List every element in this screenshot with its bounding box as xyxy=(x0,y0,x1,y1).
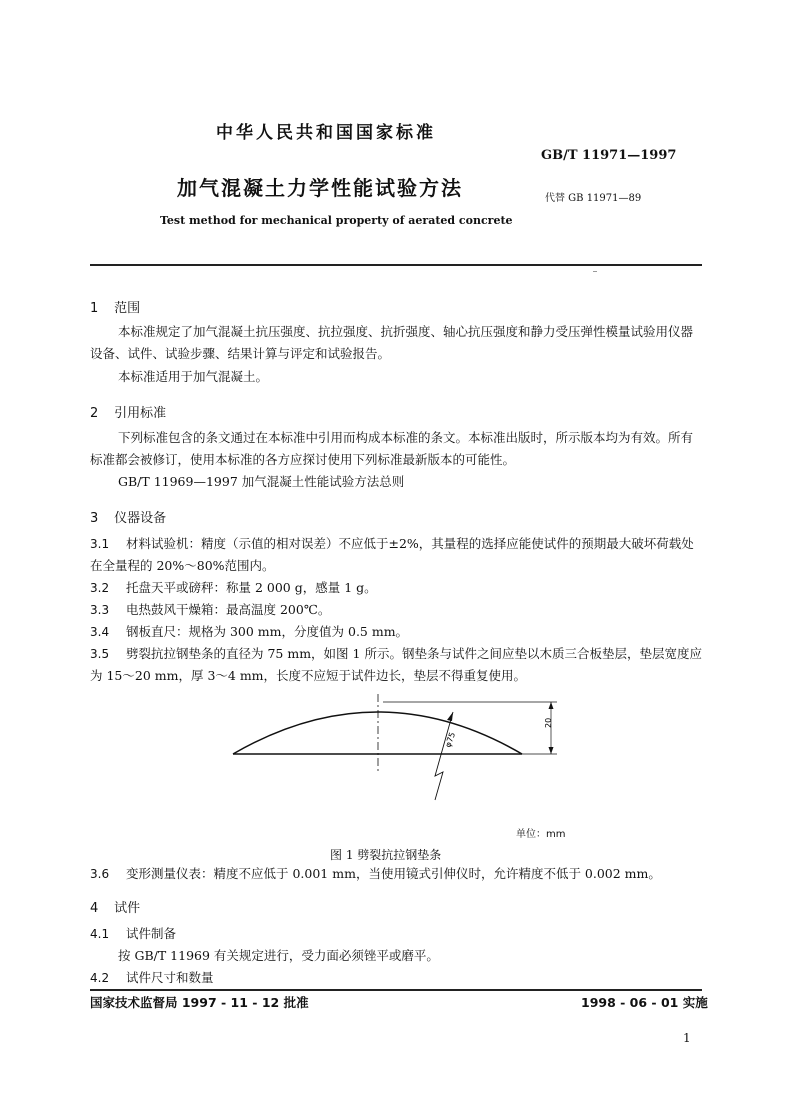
section-number: 2 xyxy=(90,406,99,421)
clause-4-2 xyxy=(90,967,702,989)
clause-text: 钢板直尺：规格为 300 mm，分度值为 0.5 mm。 xyxy=(126,624,409,639)
section-title: 引用标准 xyxy=(114,406,167,421)
section-1-heading xyxy=(90,297,140,316)
section-title: 试件 xyxy=(114,901,141,916)
section-2-paragraph-1: 下列标准包含的条文通过在本标准中引用而构成本标准的条文。本标准出版时，所示版本均为有效。所有标准都会被修订，使用本标准的各方应探讨使用下列标准最新版本的可能性。 xyxy=(90,430,694,467)
approval-date: 国家技术监督局 1997 - 11 - 12 批准 xyxy=(90,995,309,1010)
clause-number: 3.3 xyxy=(90,603,110,617)
section-1-paragraph-2: 本标准适用于加气混凝土。 xyxy=(118,369,269,384)
section-4-heading xyxy=(90,897,140,916)
clause-number: 4.1 xyxy=(90,927,110,941)
clause-3-6 xyxy=(90,863,702,885)
clause-3-5 xyxy=(90,643,702,687)
clause-number: 3.6 xyxy=(90,867,110,881)
dimension-diameter-label: φ75 xyxy=(443,731,458,749)
clause-text: 变形测量仪表：精度不应低于 0.001 mm，当使用镜式引伸仪时，允许精度不低于 0.002 mm。 xyxy=(126,866,661,881)
clause-text: 材料试验机：精度（示值的相对误差）不应低于±2%，其量程的选择应能使试件的预期最大破坏荷载处在全量程的 20%～80%范围内。 xyxy=(90,536,694,573)
section-2-heading xyxy=(90,402,166,421)
implementation-date: 1998 - 06 - 01 实施 xyxy=(581,995,708,1010)
clause-number: 3.4 xyxy=(90,625,110,639)
section-1-paragraph-1: 本标准规定了加气混凝土抗压强度、抗拉强度、抗折强度、轴心抗压强度和静力受压弹性模量试验用仪器设备、试件、试验步骤、结果计算与评定和试验报告。 xyxy=(90,324,694,361)
clause-4-1-paragraph: 按 GB/T 11969 有关规定进行，受力面必须锉平或磨平。 xyxy=(118,948,439,963)
section-number: 1 xyxy=(90,301,99,316)
clause-number: 3.1 xyxy=(90,537,110,551)
clause-3-3 xyxy=(90,599,702,621)
figure-unit-label: 单位：mm xyxy=(516,829,566,840)
clause-3-1 xyxy=(90,533,702,577)
section-3-heading xyxy=(90,507,166,526)
replaces-note: 代替 GB 11971—89 xyxy=(545,193,642,204)
figure-caption: 图 1 劈裂抗拉钢垫条 xyxy=(330,848,442,862)
figure-arc xyxy=(233,712,522,754)
clause-number: 3.5 xyxy=(90,647,110,661)
clause-3-2 xyxy=(90,577,702,599)
steel-pad-strip-figure xyxy=(225,690,565,802)
page-number: 1 xyxy=(683,1031,691,1045)
figure-radius-leader xyxy=(435,712,453,800)
clause-text: 电热鼓风干燥箱：最高温度 200℃。 xyxy=(126,602,331,617)
standard-code: GB/T 11971—1997 xyxy=(541,148,677,163)
clause-number: 4.2 xyxy=(90,971,110,985)
radius-arrow xyxy=(447,712,453,721)
section-number: 4 xyxy=(90,901,99,916)
clause-text: 试件尺寸和数量 xyxy=(126,970,214,985)
document-title-en: Test method for mechanical property of aerated concrete xyxy=(160,214,513,227)
document-title-cn: 加气混凝土力学性能试验方法 xyxy=(177,176,463,200)
dimension-arrow-bottom xyxy=(549,747,554,754)
clause-number: 3.2 xyxy=(90,581,110,595)
header-divider xyxy=(90,264,702,266)
clause-text: 劈裂抗拉钢垫条的直径为 75 mm，如图 1 所示。钢垫条与试件之间应垫以木质三合板垫层，垫层宽度应为 15～20 mm，厚 3～4 mm，长度不应短于试件边长，垫层不得重复使用。 xyxy=(90,646,702,683)
org-title: 中华人民共和国国家标准 xyxy=(216,123,436,143)
normative-reference: GB/T 11969—1997 加气混凝土性能试验方法总则 xyxy=(118,474,405,489)
dimension-arrow-top xyxy=(549,702,554,709)
clause-text: 试件制备 xyxy=(126,926,177,941)
divider-mark xyxy=(593,271,597,272)
clause-4-1 xyxy=(90,923,702,945)
clause-3-4 xyxy=(90,621,702,643)
section-number: 3 xyxy=(90,511,99,526)
dimension-height-label: 20 xyxy=(544,717,553,728)
clause-text: 托盘天平或磅秤：称量 2 000 g，感量 1 g。 xyxy=(126,580,377,595)
section-title: 范围 xyxy=(114,301,141,316)
footer-divider xyxy=(90,989,702,991)
section-title: 仪器设备 xyxy=(114,511,167,526)
